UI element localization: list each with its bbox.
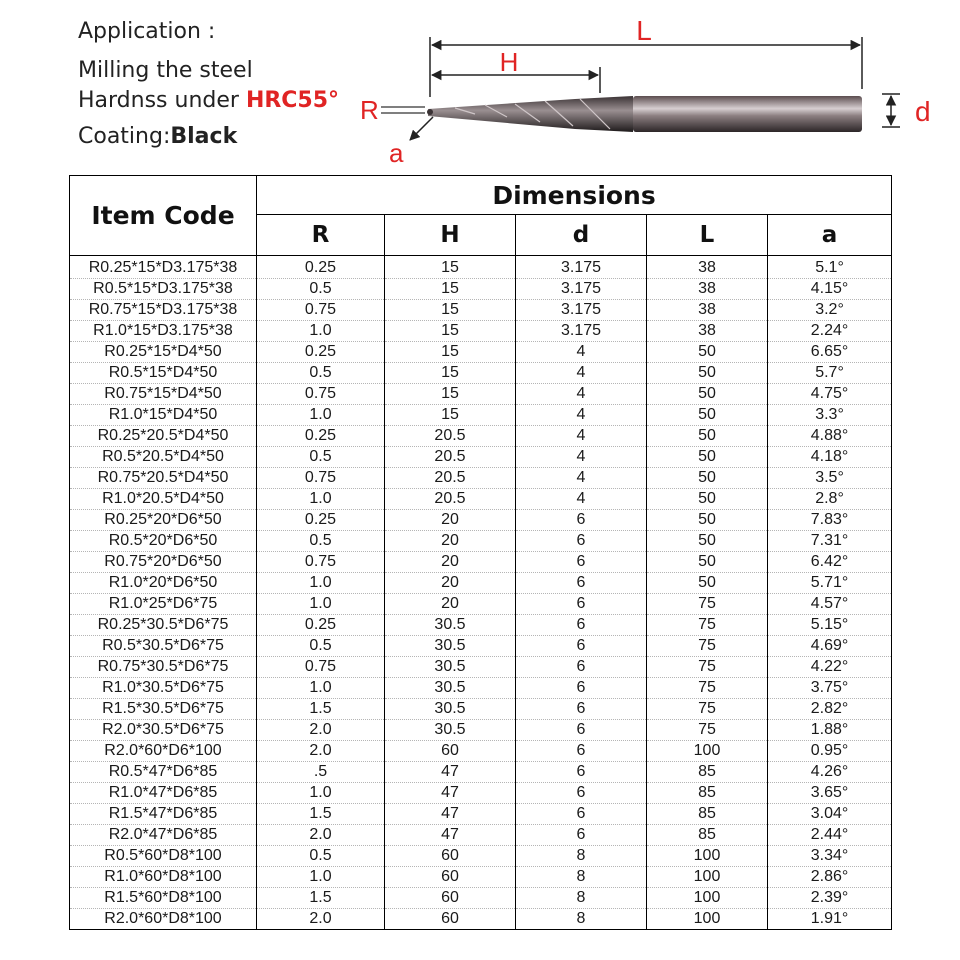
item-code-cell: R0.25*20*D6*50 — [70, 510, 257, 531]
a-cell: 2.24° — [768, 321, 892, 342]
item-code-cell: R2.0*30.5*D6*75 — [70, 720, 257, 741]
table-row — [70, 321, 892, 342]
dimension-l — [430, 15, 862, 97]
l-cell: 100 — [647, 867, 768, 888]
r-cell: 2.0 — [257, 741, 385, 762]
d-cell: 8 — [516, 846, 647, 867]
l-cell: 75 — [647, 699, 768, 720]
l-cell: 50 — [647, 405, 768, 426]
item-code-cell: R1.5*60*D8*100 — [70, 888, 257, 909]
table-row — [70, 615, 892, 636]
item-code-cell: R0.75*15*D3.175*38 — [70, 300, 257, 321]
r-cell: 0.5 — [257, 279, 385, 300]
h-cell: 20.5 — [385, 489, 516, 510]
l-cell: 50 — [647, 342, 768, 363]
h-cell: 30.5 — [385, 615, 516, 636]
r-cell: 0.25 — [257, 342, 385, 363]
r-cell: 0.5 — [257, 447, 385, 468]
h-cell: 60 — [385, 909, 516, 930]
item-code-cell: R1.0*60*D8*100 — [70, 867, 257, 888]
h-cell: 60 — [385, 888, 516, 909]
a-cell: 4.26° — [768, 762, 892, 783]
h-cell: 60 — [385, 846, 516, 867]
table-row — [70, 657, 892, 678]
item-code-cell: R1.5*30.5*D6*75 — [70, 699, 257, 720]
d-cell: 8 — [516, 888, 647, 909]
d-cell: 4 — [516, 489, 647, 510]
table-row — [70, 256, 892, 279]
r-cell: .5 — [257, 762, 385, 783]
coating-prefix: Coating: — [78, 124, 171, 149]
l-cell: 50 — [647, 384, 768, 405]
l-cell: 50 — [647, 468, 768, 489]
table-row — [70, 678, 892, 699]
l-cell: 50 — [647, 531, 768, 552]
a-cell: 1.88° — [768, 720, 892, 741]
table-row — [70, 636, 892, 657]
h-cell: 30.5 — [385, 657, 516, 678]
table-row — [70, 699, 892, 720]
a-cell: 5.15° — [768, 615, 892, 636]
d-cell: 6 — [516, 573, 647, 594]
d-cell: 4 — [516, 426, 647, 447]
item-code-cell: R0.75*20.5*D4*50 — [70, 468, 257, 489]
end-mill-body — [427, 96, 862, 132]
d-cell: 6 — [516, 510, 647, 531]
a-cell: 3.2° — [768, 300, 892, 321]
table-row — [70, 804, 892, 825]
dimensions-header: Dimensions — [257, 176, 892, 215]
table-row — [70, 825, 892, 846]
d-cell: 6 — [516, 636, 647, 657]
r-cell: 0.25 — [257, 510, 385, 531]
item-code-cell: R0.25*15*D4*50 — [70, 342, 257, 363]
h-cell: 15 — [385, 279, 516, 300]
r-cell: 1.0 — [257, 321, 385, 342]
a-cell: 3.34° — [768, 846, 892, 867]
d-cell: 6 — [516, 699, 647, 720]
l-cell: 75 — [647, 594, 768, 615]
table-row — [70, 867, 892, 888]
table-row — [70, 405, 892, 426]
table-row — [70, 279, 892, 300]
l-cell: 50 — [647, 426, 768, 447]
item-code-cell: R0.75*30.5*D6*75 — [70, 657, 257, 678]
d-cell: 6 — [516, 552, 647, 573]
d-cell: 6 — [516, 657, 647, 678]
r-cell: 0.5 — [257, 531, 385, 552]
item-code-cell: R2.0*60*D8*100 — [70, 909, 257, 930]
h-cell: 15 — [385, 405, 516, 426]
a-cell: 2.86° — [768, 867, 892, 888]
d-cell: 6 — [516, 594, 647, 615]
table-row — [70, 300, 892, 321]
r-cell: 1.0 — [257, 867, 385, 888]
h-cell: 60 — [385, 741, 516, 762]
l-cell: 85 — [647, 825, 768, 846]
label-h: H — [499, 47, 519, 77]
l-cell: 50 — [647, 552, 768, 573]
d-cell: 3.175 — [516, 321, 647, 342]
r-cell: 0.75 — [257, 468, 385, 489]
h-cell: 20.5 — [385, 447, 516, 468]
a-cell: 5.71° — [768, 573, 892, 594]
h-cell: 20 — [385, 573, 516, 594]
table-row — [70, 552, 892, 573]
table-row — [70, 846, 892, 867]
flute-section — [428, 96, 633, 132]
item-code-cell: R0.75*15*D4*50 — [70, 384, 257, 405]
l-cell: 38 — [647, 321, 768, 342]
h-cell: 20 — [385, 531, 516, 552]
a-cell: 3.04° — [768, 804, 892, 825]
h-cell: 30.5 — [385, 636, 516, 657]
table-row — [70, 426, 892, 447]
r-cell: 2.0 — [257, 909, 385, 930]
r-cell: 1.0 — [257, 678, 385, 699]
table-row — [70, 489, 892, 510]
d-cell: 6 — [516, 825, 647, 846]
l-cell: 75 — [647, 720, 768, 741]
r-cell: 0.5 — [257, 636, 385, 657]
item-code-cell: R0.25*30.5*D6*75 — [70, 615, 257, 636]
r-cell: 0.75 — [257, 552, 385, 573]
r-cell: 1.0 — [257, 573, 385, 594]
column-header-a: a — [768, 215, 892, 256]
item-code-cell: R0.25*20.5*D4*50 — [70, 426, 257, 447]
a-cell: 4.18° — [768, 447, 892, 468]
h-cell: 20.5 — [385, 468, 516, 489]
l-cell: 75 — [647, 615, 768, 636]
table-row — [70, 741, 892, 762]
item-code-header: Item Code — [70, 176, 257, 256]
h-cell: 15 — [385, 321, 516, 342]
r-cell: 1.0 — [257, 594, 385, 615]
d-cell: 6 — [516, 762, 647, 783]
h-cell: 47 — [385, 825, 516, 846]
a-cell: 6.65° — [768, 342, 892, 363]
a-cell: 4.69° — [768, 636, 892, 657]
r-cell: 0.5 — [257, 846, 385, 867]
d-cell: 6 — [516, 783, 647, 804]
table-row — [70, 888, 892, 909]
a-cell: 7.83° — [768, 510, 892, 531]
h-cell: 30.5 — [385, 720, 516, 741]
table-row — [70, 531, 892, 552]
a-cell: 2.44° — [768, 825, 892, 846]
item-code-cell: R1.0*30.5*D6*75 — [70, 678, 257, 699]
l-cell: 75 — [647, 657, 768, 678]
table-row — [70, 762, 892, 783]
h-cell: 15 — [385, 363, 516, 384]
r-cell: 1.5 — [257, 888, 385, 909]
l-cell: 50 — [647, 489, 768, 510]
a-cell: 4.88° — [768, 426, 892, 447]
l-cell: 38 — [647, 300, 768, 321]
l-cell: 50 — [647, 363, 768, 384]
l-cell: 85 — [647, 804, 768, 825]
l-cell: 100 — [647, 846, 768, 867]
d-cell: 6 — [516, 741, 647, 762]
r-cell: 1.0 — [257, 783, 385, 804]
table-row — [70, 573, 892, 594]
label-d: d — [915, 96, 931, 127]
h-cell: 20 — [385, 552, 516, 573]
d-cell: 6 — [516, 720, 647, 741]
item-code-cell: R2.0*47*D6*85 — [70, 825, 257, 846]
d-cell: 4 — [516, 447, 647, 468]
d-cell: 4 — [516, 384, 647, 405]
d-cell: 8 — [516, 867, 647, 888]
a-cell: 4.15° — [768, 279, 892, 300]
d-cell: 3.175 — [516, 256, 647, 279]
r-cell: 1.5 — [257, 804, 385, 825]
d-cell: 4 — [516, 468, 647, 489]
label-a: a — [389, 138, 404, 168]
h-cell: 15 — [385, 300, 516, 321]
l-cell: 38 — [647, 256, 768, 279]
table-row — [70, 468, 892, 489]
table-row — [70, 720, 892, 741]
h-cell: 47 — [385, 804, 516, 825]
a-cell: 1.91° — [768, 909, 892, 930]
h-cell: 60 — [385, 867, 516, 888]
table-row — [70, 384, 892, 405]
dimensions-table — [69, 175, 892, 930]
h-cell: 20.5 — [385, 426, 516, 447]
item-code-cell: R0.5*20.5*D4*50 — [70, 447, 257, 468]
column-header-l: L — [647, 215, 768, 256]
item-code-cell: R0.5*15*D3.175*38 — [70, 279, 257, 300]
item-code-cell: R0.75*20*D6*50 — [70, 552, 257, 573]
l-cell: 100 — [647, 741, 768, 762]
h-cell: 20 — [385, 594, 516, 615]
l-cell: 50 — [647, 447, 768, 468]
l-cell: 100 — [647, 888, 768, 909]
shank — [633, 96, 862, 132]
label-a-group — [389, 117, 433, 168]
hardness-prefix: Hardnss under — [78, 88, 246, 113]
table-row — [70, 783, 892, 804]
a-cell: 2.82° — [768, 699, 892, 720]
d-cell: 6 — [516, 615, 647, 636]
label-r-group — [360, 95, 425, 125]
label-l: L — [636, 15, 652, 46]
application-line: Milling the steel — [78, 58, 253, 83]
a-cell: 4.75° — [768, 384, 892, 405]
column-header-h: H — [385, 215, 516, 256]
coating-value: Black — [170, 124, 238, 149]
h-cell: 15 — [385, 342, 516, 363]
d-cell: 6 — [516, 531, 647, 552]
table-body — [70, 256, 892, 930]
hardness-line — [78, 88, 339, 113]
item-code-cell: R0.5*15*D4*50 — [70, 363, 257, 384]
column-header-d: d — [516, 215, 647, 256]
item-code-cell: R1.0*15*D4*50 — [70, 405, 257, 426]
application-title: Application : — [78, 19, 216, 44]
r-cell: 1.5 — [257, 699, 385, 720]
h-cell: 15 — [385, 384, 516, 405]
hardness-value: HRC55° — [245, 88, 340, 113]
column-header-r: R — [257, 215, 385, 256]
d-cell: 3.175 — [516, 300, 647, 321]
d-cell: 4 — [516, 405, 647, 426]
item-code-cell: R1.0*15*D3.175*38 — [70, 321, 257, 342]
dimension-h — [432, 47, 600, 93]
coating-line — [78, 124, 237, 149]
a-cell: 3.5° — [768, 468, 892, 489]
l-cell: 100 — [647, 909, 768, 930]
a-cell: 4.22° — [768, 657, 892, 678]
item-code-cell: R0.5*47*D6*85 — [70, 762, 257, 783]
l-cell: 85 — [647, 762, 768, 783]
r-cell: 0.25 — [257, 615, 385, 636]
h-cell: 47 — [385, 783, 516, 804]
d-cell: 4 — [516, 342, 647, 363]
table-row — [70, 342, 892, 363]
h-cell: 15 — [385, 256, 516, 279]
a-cell: 2.8° — [768, 489, 892, 510]
l-cell: 75 — [647, 636, 768, 657]
label-r: R — [360, 95, 379, 125]
item-code-cell: R0.5*30.5*D6*75 — [70, 636, 257, 657]
table-row — [70, 510, 892, 531]
r-cell: 0.75 — [257, 300, 385, 321]
r-cell: 2.0 — [257, 720, 385, 741]
item-code-cell: R0.5*20*D6*50 — [70, 531, 257, 552]
a-cell: 5.7° — [768, 363, 892, 384]
item-code-cell: R2.0*60*D6*100 — [70, 741, 257, 762]
table-row — [70, 909, 892, 930]
item-code-cell: R1.5*47*D6*85 — [70, 804, 257, 825]
a-cell: 2.39° — [768, 888, 892, 909]
l-cell: 75 — [647, 678, 768, 699]
table-row — [70, 447, 892, 468]
d-cell: 6 — [516, 804, 647, 825]
r-cell: 1.0 — [257, 405, 385, 426]
item-code-cell: R0.5*60*D8*100 — [70, 846, 257, 867]
l-cell: 85 — [647, 783, 768, 804]
dimension-d — [882, 94, 931, 127]
l-cell: 38 — [647, 279, 768, 300]
end-mill-diagram — [355, 5, 955, 170]
h-cell: 20 — [385, 510, 516, 531]
r-cell: 0.75 — [257, 657, 385, 678]
a-cell: 6.42° — [768, 552, 892, 573]
item-code-cell: R1.0*25*D6*75 — [70, 594, 257, 615]
r-cell: 0.25 — [257, 426, 385, 447]
a-cell: 3.3° — [768, 405, 892, 426]
table-row — [70, 594, 892, 615]
r-cell: 0.25 — [257, 256, 385, 279]
h-cell: 47 — [385, 762, 516, 783]
r-cell: 0.5 — [257, 363, 385, 384]
h-cell: 30.5 — [385, 699, 516, 720]
table-row — [70, 363, 892, 384]
item-code-cell: R0.25*15*D3.175*38 — [70, 256, 257, 279]
d-cell: 8 — [516, 909, 647, 930]
a-cell: 7.31° — [768, 531, 892, 552]
r-cell: 1.0 — [257, 489, 385, 510]
a-cell: 3.65° — [768, 783, 892, 804]
item-code-cell: R1.0*47*D6*85 — [70, 783, 257, 804]
r-cell: 2.0 — [257, 825, 385, 846]
d-cell: 6 — [516, 678, 647, 699]
a-cell: 3.75° — [768, 678, 892, 699]
r-cell: 0.75 — [257, 384, 385, 405]
l-cell: 50 — [647, 510, 768, 531]
l-cell: 50 — [647, 573, 768, 594]
a-cell: 5.1° — [768, 256, 892, 279]
a-cell: 4.57° — [768, 594, 892, 615]
item-code-cell: R1.0*20.5*D4*50 — [70, 489, 257, 510]
a-cell: 0.95° — [768, 741, 892, 762]
d-cell: 4 — [516, 363, 647, 384]
item-code-cell: R1.0*20*D6*50 — [70, 573, 257, 594]
d-cell: 3.175 — [516, 279, 647, 300]
ball-nose-tip — [427, 109, 433, 115]
h-cell: 30.5 — [385, 678, 516, 699]
